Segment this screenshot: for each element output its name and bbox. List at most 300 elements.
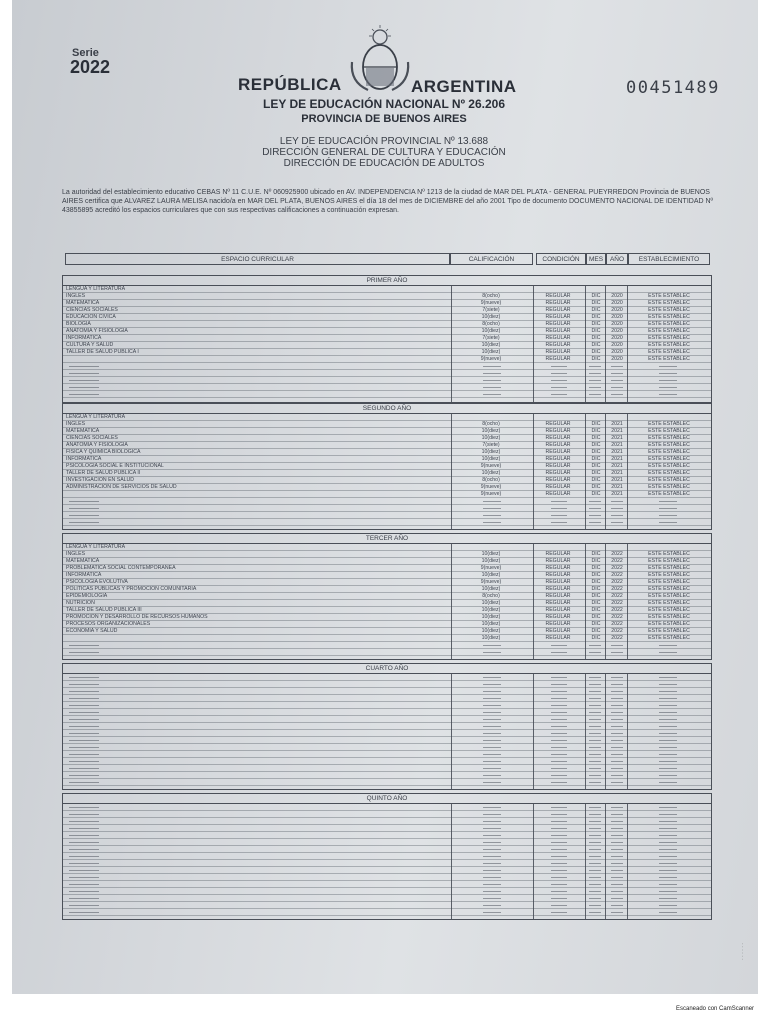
empty-cell-mark — [483, 814, 501, 815]
empty-cell-mark — [611, 684, 623, 685]
cell-subject: NUTRICION — [66, 600, 95, 606]
serie-year: 2022 — [70, 57, 111, 77]
cell-subject: PSICOLOGIA EVOLUTIVA — [66, 579, 128, 585]
cell-month: DIC — [591, 565, 601, 571]
cell-grade: 10(diez) — [481, 428, 501, 434]
cell-condition: REGULAR — [545, 565, 571, 571]
cell-year: 2022 — [611, 551, 623, 557]
empty-cell-mark — [551, 747, 567, 748]
table-row — [63, 470, 711, 477]
empty-cell-mark — [589, 905, 601, 906]
empty-cell-mark — [611, 842, 623, 843]
empty-cell-mark — [611, 912, 623, 913]
empty-cell-mark — [611, 522, 623, 523]
provincia: PROVINCIA DE BUENOS AIRES — [301, 113, 467, 125]
empty-cell-mark — [483, 775, 501, 776]
empty-cell-mark — [483, 652, 501, 653]
table-row — [63, 779, 711, 786]
empty-cell-mark — [551, 775, 567, 776]
cell-subject: CIENCIAS SOCIALES — [66, 307, 118, 313]
cell-school: ESTE ESTABLEC — [648, 635, 690, 641]
empty-cell-mark — [589, 870, 601, 871]
cell-school: ESTE ESTABLEC — [648, 349, 690, 355]
empty-cell-mark — [659, 905, 677, 906]
table-row — [63, 825, 711, 832]
year-rows — [63, 286, 711, 402]
cell-condition: REGULAR — [545, 349, 571, 355]
cell-grade: 9(nueve) — [480, 579, 502, 585]
cell-school: ESTE ESTABLEC — [648, 463, 690, 469]
header-establecimiento: ESTABLECIMIENTO — [628, 253, 710, 265]
table-row — [63, 681, 711, 688]
empty-cell-mark — [69, 691, 99, 692]
serie-label: Serie — [72, 47, 99, 59]
empty-cell-mark — [589, 508, 601, 509]
empty-cell-mark — [589, 747, 601, 748]
table-row — [63, 628, 711, 635]
empty-cell-mark — [69, 373, 99, 374]
margin-note: · · · · · · — [740, 943, 746, 960]
empty-cell-mark — [611, 856, 623, 857]
empty-cell-mark — [611, 849, 623, 850]
empty-cell-mark — [589, 726, 601, 727]
cell-subject: EPIDEMIOLOGIA — [66, 593, 108, 599]
cell-condition: REGULAR — [545, 335, 571, 341]
empty-cell-mark — [551, 842, 567, 843]
cell-subject: INFORMATICA — [66, 572, 102, 578]
table-row — [63, 363, 711, 370]
cell-month: DIC — [591, 321, 601, 327]
cell-school: ESTE ESTABLEC — [648, 477, 690, 483]
empty-cell-mark — [483, 761, 501, 762]
cell-school: ESTE ESTABLEC — [648, 491, 690, 497]
cell-grade: 7(siete) — [482, 335, 500, 341]
cell-subject: MATEMATICA — [66, 428, 100, 434]
cell-condition: REGULAR — [545, 342, 571, 348]
cell-school: ESTE ESTABLEC — [648, 328, 690, 334]
table-row — [63, 551, 711, 558]
table-row — [63, 649, 711, 656]
empty-cell-mark — [611, 726, 623, 727]
empty-cell-mark — [69, 828, 99, 829]
cell-school: ESTE ESTABLEC — [648, 593, 690, 599]
empty-cell-mark — [69, 719, 99, 720]
cell-grade: 7(siete) — [482, 442, 500, 448]
cell-school: ESTE ESTABLEC — [648, 307, 690, 313]
table-row — [63, 512, 711, 519]
empty-cell-mark — [659, 645, 677, 646]
empty-cell-mark — [483, 863, 501, 864]
empty-cell-mark — [659, 828, 677, 829]
empty-cell-mark — [611, 782, 623, 783]
cell-condition: REGULAR — [545, 600, 571, 606]
cell-subject: ANATOMIA Y FISIOLOGIA — [66, 328, 128, 334]
table-row — [63, 356, 711, 363]
empty-cell-mark — [69, 705, 99, 706]
empty-cell-mark — [589, 373, 601, 374]
cell-grade: 8(ocho) — [482, 477, 500, 483]
empty-cell-mark — [551, 522, 567, 523]
empty-cell-mark — [589, 877, 601, 878]
empty-cell-mark — [483, 712, 501, 713]
table-row — [63, 293, 711, 300]
cell-condition: REGULAR — [545, 321, 571, 327]
table-row — [63, 730, 711, 737]
empty-cell-mark — [611, 394, 623, 395]
table-row — [63, 442, 711, 449]
table-row — [63, 342, 711, 349]
cell-month: DIC — [591, 558, 601, 564]
empty-cell-mark — [611, 366, 623, 367]
empty-cell-mark — [551, 835, 567, 836]
empty-cell-mark — [551, 387, 567, 388]
table-row — [63, 895, 711, 902]
empty-cell-mark — [69, 768, 99, 769]
cell-grade: 9(nueve) — [480, 565, 502, 571]
empty-cell-mark — [611, 863, 623, 864]
year-title: CUARTO AÑO — [63, 664, 711, 674]
cell-subject: TALLER DE SALUD PUBLICA I — [66, 349, 139, 355]
cell-grade: 8(ocho) — [482, 593, 500, 599]
cell-subject: MATEMATICA — [66, 300, 100, 306]
cell-month: DIC — [591, 491, 601, 497]
empty-cell-mark — [483, 726, 501, 727]
cell-subject: LENGUA Y LITERATURA — [66, 286, 126, 292]
empty-cell-mark — [483, 373, 501, 374]
table-row — [63, 737, 711, 744]
empty-cell-mark — [483, 912, 501, 913]
empty-cell-mark — [659, 712, 677, 713]
empty-cell-mark — [483, 905, 501, 906]
cell-year: 2022 — [611, 621, 623, 627]
cell-month: DIC — [591, 421, 601, 427]
table-row — [63, 593, 711, 600]
empty-cell-mark — [589, 782, 601, 783]
empty-cell-mark — [69, 515, 99, 516]
table-row — [63, 463, 711, 470]
cell-month: DIC — [591, 428, 601, 434]
table-row — [63, 888, 711, 895]
empty-cell-mark — [551, 515, 567, 516]
cell-grade: 9(nueve) — [480, 300, 502, 306]
empty-cell-mark — [611, 740, 623, 741]
empty-cell-mark — [551, 698, 567, 699]
cell-condition: REGULAR — [545, 551, 571, 557]
empty-cell-mark — [69, 782, 99, 783]
table-row — [63, 709, 711, 716]
empty-cell-mark — [551, 733, 567, 734]
cell-school: ESTE ESTABLEC — [648, 586, 690, 592]
cell-year: 2020 — [611, 307, 623, 313]
empty-cell-mark — [611, 712, 623, 713]
cell-school: ESTE ESTABLEC — [648, 628, 690, 634]
empty-cell-mark — [659, 740, 677, 741]
empty-cell-mark — [551, 652, 567, 653]
cell-school: ESTE ESTABLEC — [648, 565, 690, 571]
empty-cell-mark — [589, 761, 601, 762]
table-row — [63, 572, 711, 579]
empty-cell-mark — [69, 835, 99, 836]
year-rows — [63, 544, 711, 659]
table-row — [63, 702, 711, 709]
empty-cell-mark — [659, 501, 677, 502]
year-section — [62, 533, 712, 660]
empty-cell-mark — [589, 856, 601, 857]
empty-cell-mark — [589, 501, 601, 502]
table-row — [63, 811, 711, 818]
table-row — [63, 505, 711, 512]
empty-cell-mark — [611, 761, 623, 762]
cell-condition: REGULAR — [545, 628, 571, 634]
cell-month: DIC — [591, 442, 601, 448]
empty-cell-mark — [69, 754, 99, 755]
certification-text: La autoridad del establecimiento educativo CEBAS Nº 11 C.U.E. Nº 060925900 ubicado en AV. INDEPENDENCIA Nº 1213 de la ciudad de MAR DEL PLATA - GENERAL PUEYRREDON Provincia de BUENOS AIRES certifica que ALVAREZ LAURA MELISA nacido/a en MAR DEL PLATA, BUENOS AIRES el día 18 del mes de DICIEMBRE del año 2001 Tipo de documento DOCUMENTO NACIONAL DE IDENTIDAD Nº 43855895 acreditó los espacios curriculares que con sus respectivas calificaciones a continuación expresan. — [62, 189, 714, 214]
empty-cell-mark — [69, 807, 99, 808]
cell-year: 2021 — [611, 477, 623, 483]
table-row — [63, 565, 711, 572]
empty-cell-mark — [611, 508, 623, 509]
cell-school: ESTE ESTABLEC — [648, 607, 690, 613]
cell-school: ESTE ESTABLEC — [648, 572, 690, 578]
table-row — [63, 909, 711, 916]
table-row — [63, 384, 711, 391]
cell-condition: REGULAR — [545, 300, 571, 306]
cell-condition: REGULAR — [545, 572, 571, 578]
table-row — [63, 586, 711, 593]
cell-year: 2022 — [611, 628, 623, 634]
table-row — [63, 335, 711, 342]
year-section — [62, 275, 712, 403]
table-row — [63, 751, 711, 758]
empty-cell-mark — [659, 912, 677, 913]
empty-cell-mark — [659, 380, 677, 381]
empty-cell-mark — [551, 719, 567, 720]
direccion-general: DIRECCIÓN GENERAL DE CULTURA Y EDUCACIÓN — [262, 147, 506, 158]
table-row — [63, 902, 711, 909]
cell-subject: EDUCACION CIVICA — [66, 314, 116, 320]
cell-year: 2021 — [611, 421, 623, 427]
table-row — [63, 744, 711, 751]
cell-condition: REGULAR — [545, 449, 571, 455]
direccion-adultos: DIRECCIÓN DE EDUCACIÓN DE ADULTOS — [283, 158, 485, 169]
cell-school: ESTE ESTABLEC — [648, 484, 690, 490]
empty-cell-mark — [483, 835, 501, 836]
empty-cell-mark — [551, 508, 567, 509]
cell-month: DIC — [591, 314, 601, 320]
empty-cell-mark — [659, 726, 677, 727]
table-row — [63, 695, 711, 702]
empty-cell-mark — [659, 891, 677, 892]
table-row — [63, 414, 711, 421]
empty-cell-mark — [551, 712, 567, 713]
empty-cell-mark — [611, 807, 623, 808]
table-row — [63, 349, 711, 356]
empty-cell-mark — [483, 387, 501, 388]
header-ano: AÑO — [606, 253, 628, 265]
empty-cell-mark — [69, 387, 99, 388]
table-row — [63, 607, 711, 614]
empty-cell-mark — [659, 373, 677, 374]
cell-school: ESTE ESTABLEC — [648, 335, 690, 341]
republica-heading: REPÚBLICA — [238, 75, 342, 94]
empty-cell-mark — [551, 373, 567, 374]
cell-condition: REGULAR — [545, 635, 571, 641]
empty-cell-mark — [659, 849, 677, 850]
cell-grade: 9(nueve) — [480, 491, 502, 497]
table-row — [63, 600, 711, 607]
cell-subject: ANATOMIA Y FISIOLOGIA — [66, 442, 128, 448]
empty-cell-mark — [551, 877, 567, 878]
cell-subject: INGLES — [66, 551, 86, 557]
header-calificacion: CALIFICACIÓN — [450, 253, 533, 265]
empty-cell-mark — [551, 761, 567, 762]
empty-cell-mark — [611, 380, 623, 381]
cell-condition: REGULAR — [545, 314, 571, 320]
empty-cell-mark — [611, 905, 623, 906]
empty-cell-mark — [69, 891, 99, 892]
cell-month: DIC — [591, 621, 601, 627]
empty-cell-mark — [611, 515, 623, 516]
cell-month: DIC — [591, 586, 601, 592]
empty-cell-mark — [69, 380, 99, 381]
empty-cell-mark — [611, 768, 623, 769]
cell-subject: PROBLEMATICA SOCIAL CONTEMPORANEA — [66, 565, 176, 571]
cell-school: ESTE ESTABLEC — [648, 456, 690, 462]
empty-cell-mark — [69, 501, 99, 502]
empty-cell-mark — [589, 754, 601, 755]
empty-cell-mark — [69, 842, 99, 843]
year-title: TERCER AÑO — [63, 534, 711, 544]
empty-cell-mark — [659, 782, 677, 783]
cell-school: ESTE ESTABLEC — [648, 470, 690, 476]
empty-cell-mark — [611, 775, 623, 776]
empty-cell-mark — [589, 394, 601, 395]
year-section — [62, 403, 712, 530]
serial-number: 00451489 — [626, 78, 720, 98]
year-title: SEGUNDO AÑO — [63, 404, 711, 414]
empty-cell-mark — [551, 905, 567, 906]
empty-cell-mark — [69, 877, 99, 878]
cell-year: 2020 — [611, 349, 623, 355]
empty-cell-mark — [659, 775, 677, 776]
empty-cell-mark — [551, 380, 567, 381]
empty-cell-mark — [659, 394, 677, 395]
empty-cell-mark — [659, 884, 677, 885]
empty-cell-mark — [589, 898, 601, 899]
empty-cell-mark — [611, 870, 623, 871]
empty-cell-mark — [589, 775, 601, 776]
empty-cell-mark — [551, 891, 567, 892]
empty-cell-mark — [659, 684, 677, 685]
cell-subject: CULTURA Y SALUD — [66, 342, 114, 348]
cell-year: 2021 — [611, 442, 623, 448]
cell-year: 2022 — [611, 565, 623, 571]
year-rows — [63, 674, 711, 789]
cell-subject: PROMOCION Y DESARROLLO DE RECURSOS HUMANOS — [66, 614, 208, 620]
empty-cell-mark — [589, 677, 601, 678]
empty-cell-mark — [551, 705, 567, 706]
cell-month: DIC — [591, 463, 601, 469]
empty-cell-mark — [659, 814, 677, 815]
cell-condition: REGULAR — [545, 586, 571, 592]
empty-cell-mark — [551, 754, 567, 755]
empty-cell-mark — [69, 366, 99, 367]
cell-condition: REGULAR — [545, 421, 571, 427]
cell-grade: 9(nueve) — [480, 463, 502, 469]
cell-grade: 10(diez) — [481, 586, 501, 592]
cell-month: DIC — [591, 435, 601, 441]
table-row — [63, 286, 711, 293]
header-condicion: CONDICIÓN — [536, 253, 586, 265]
empty-cell-mark — [483, 508, 501, 509]
empty-cell-mark — [659, 733, 677, 734]
cell-year: 2021 — [611, 456, 623, 462]
cell-month: DIC — [591, 342, 601, 348]
cell-subject: PROCESOS ORGANIZACIONALES — [66, 621, 151, 627]
empty-cell-mark — [589, 652, 601, 653]
cell-grade: 10(diez) — [481, 600, 501, 606]
empty-cell-mark — [611, 835, 623, 836]
empty-cell-mark — [69, 870, 99, 871]
cell-year: 2022 — [611, 600, 623, 606]
empty-cell-mark — [589, 522, 601, 523]
cell-grade: 10(diez) — [481, 621, 501, 627]
empty-cell-mark — [589, 733, 601, 734]
table-row — [63, 804, 711, 811]
cell-condition: REGULAR — [545, 484, 571, 490]
empty-cell-mark — [589, 891, 601, 892]
cell-condition: REGULAR — [545, 477, 571, 483]
cell-school: ESTE ESTABLEC — [648, 342, 690, 348]
table-row — [63, 867, 711, 874]
empty-cell-mark — [483, 856, 501, 857]
cell-month: DIC — [591, 600, 601, 606]
cell-month: DIC — [591, 349, 601, 355]
empty-cell-mark — [69, 849, 99, 850]
empty-cell-mark — [611, 898, 623, 899]
empty-cell-mark — [69, 775, 99, 776]
table-row — [63, 860, 711, 867]
table-row — [63, 328, 711, 335]
cell-year: 2021 — [611, 449, 623, 455]
empty-cell-mark — [611, 891, 623, 892]
empty-cell-mark — [483, 877, 501, 878]
cell-grade: 7(siete) — [482, 307, 500, 313]
cell-school: ESTE ESTABLEC — [648, 300, 690, 306]
cell-condition: REGULAR — [545, 621, 571, 627]
empty-cell-mark — [611, 652, 623, 653]
empty-cell-mark — [69, 863, 99, 864]
empty-cell-mark — [551, 821, 567, 822]
cell-month: DIC — [591, 307, 601, 313]
cell-month: DIC — [591, 328, 601, 334]
empty-cell-mark — [69, 712, 99, 713]
empty-cell-mark — [483, 870, 501, 871]
cell-year: 2022 — [611, 579, 623, 585]
empty-cell-mark — [659, 719, 677, 720]
cell-grade: 10(diez) — [481, 349, 501, 355]
cell-subject: INGLES — [66, 293, 86, 299]
empty-cell-mark — [69, 698, 99, 699]
cell-condition: REGULAR — [545, 491, 571, 497]
empty-cell-mark — [611, 719, 623, 720]
cell-school: ESTE ESTABLEC — [648, 428, 690, 434]
empty-cell-mark — [611, 828, 623, 829]
cell-grade: 10(diez) — [481, 470, 501, 476]
empty-cell-mark — [483, 719, 501, 720]
empty-cell-mark — [551, 814, 567, 815]
cell-school: ESTE ESTABLEC — [648, 293, 690, 299]
